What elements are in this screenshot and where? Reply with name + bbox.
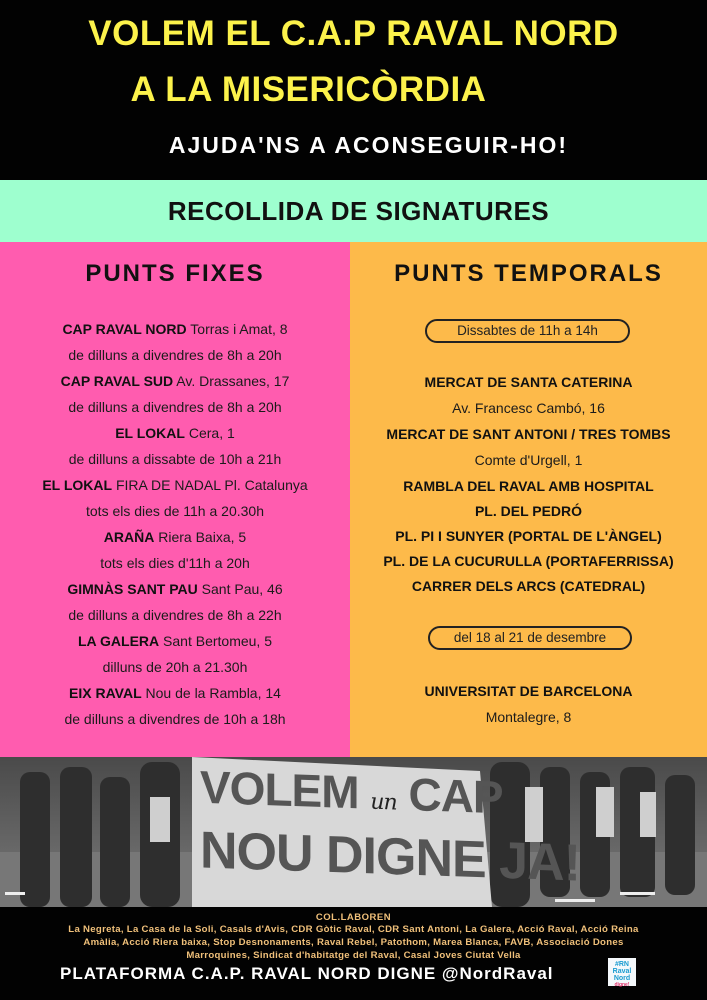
temporary-points-column bbox=[350, 242, 707, 757]
fixed-point-name: ARAÑA bbox=[103, 529, 155, 545]
temporary-point-line: PL. DE LA CUCURULLA (PORTAFERRISSA) bbox=[383, 553, 674, 569]
schedule-pill-december: del 18 al 21 de desembre bbox=[428, 626, 632, 650]
fixed-point-address: Cera, 1 bbox=[188, 425, 235, 441]
fixed-point-name: EL LOKAL bbox=[42, 477, 113, 493]
fixed-point-hours: de dilluns a dissabte de 10h a 21h bbox=[68, 451, 282, 467]
banner-word-un: un bbox=[370, 789, 397, 816]
fixed-point-name-line bbox=[0, 685, 350, 701]
fixed-points-column bbox=[0, 242, 350, 757]
fixed-point-name-line bbox=[0, 477, 350, 493]
fixed-point-name: EL LOKAL bbox=[115, 425, 185, 441]
fixed-point-hours: dilluns de 20h a 21.30h bbox=[102, 659, 248, 675]
fixed-point-name-line bbox=[0, 581, 350, 597]
banner-word-cap: CAP bbox=[408, 767, 503, 824]
fixed-point-hours: de dilluns a divendres de 8h a 20h bbox=[68, 399, 282, 415]
header bbox=[0, 0, 707, 180]
collaborators-line: La Negreta, La Casa de la Soli, Casals d'Avis, CDR Gòtic Raval, CDR Sant Antoni, La Galera, Acció Raval, Acció Reina bbox=[68, 924, 639, 935]
fixed-point-hours: de dilluns a divendres de 8h a 20h bbox=[68, 347, 282, 363]
fixed-point-name: GIMNÀS SANT PAU bbox=[67, 581, 198, 597]
temporary-point-line: Comte d'Urgell, 1 bbox=[474, 452, 583, 468]
fixed-point-name: CAP RAVAL SUD bbox=[60, 373, 174, 389]
fixed-point-address: Sant Bertomeu, 5 bbox=[163, 633, 272, 649]
logo-nord-text: Nord bbox=[613, 975, 631, 982]
fixed-point-name-line bbox=[0, 425, 350, 441]
collaborators-line: Amàlia, Acció Riera baixa, Stop Desnonaments, Raval Rebel, Patothom, Marea Blanca, FAVB, Associació Dones bbox=[83, 937, 624, 948]
fixed-point-address: Torras i Amat, 8 bbox=[190, 321, 288, 337]
fixed-point-hours: tots els dies d'11h a 20h bbox=[100, 555, 250, 571]
title-line-2: A LA MISERICÒRDIA bbox=[130, 70, 487, 109]
platform-signature: PLATAFORMA C.A.P. RAVAL NORD DIGNE @NordRaval bbox=[60, 964, 554, 983]
fixed-point-name: LA GALERA bbox=[78, 633, 160, 649]
temporary-point-line: PL. DEL PEDRÓ bbox=[474, 503, 583, 519]
banner-word-volem: VOLEM bbox=[200, 760, 359, 819]
fixed-point-address: Riera Baixa, 5 bbox=[158, 529, 247, 545]
banner-text-line2: NOU DIGNE JA! bbox=[200, 821, 580, 893]
fixed-points-heading: PUNTS FIXES bbox=[85, 260, 265, 287]
fixed-point-name: CAP RAVAL NORD bbox=[62, 321, 187, 337]
subtitle: AJUDA'NS A ACONSEGUIR-HO! bbox=[168, 132, 569, 158]
fixed-point-address: FIRA DE NADAL Pl. Catalunya bbox=[115, 477, 308, 493]
fixed-point-name-line bbox=[0, 529, 350, 545]
logo-raval-text: Raval bbox=[612, 968, 632, 975]
banner-text-line1 bbox=[200, 760, 503, 825]
fixed-point-name: EIX RAVAL bbox=[69, 685, 142, 701]
fixed-point-hours: tots els dies de 11h a 20.30h bbox=[86, 503, 264, 519]
fixed-point-address: Av. Drassanes, 17 bbox=[176, 373, 290, 389]
title-line-1: VOLEM EL C.A.P RAVAL NORD bbox=[88, 14, 619, 53]
footer bbox=[0, 907, 707, 1000]
collaborators-title: COL.LABOREN bbox=[315, 912, 392, 923]
fixed-point-name-line bbox=[0, 321, 350, 337]
temporary-point-line: Av. Francesc Cambó, 16 bbox=[452, 400, 605, 416]
fixed-point-hours: de dilluns a divendres de 8h a 22h bbox=[68, 607, 282, 623]
logo-digne-text: digne! bbox=[614, 982, 630, 988]
fixed-point-address: Nou de la Rambla, 14 bbox=[145, 685, 281, 701]
temporary-point-line: MERCAT DE SANTA CATERINA bbox=[424, 374, 633, 390]
fixed-point-name-line bbox=[0, 633, 350, 649]
temporary-point-line: PL. PI I SUNYER (PORTAL DE L'ÀNGEL) bbox=[395, 528, 662, 544]
fixed-point-name-line bbox=[0, 373, 350, 389]
protest-photo bbox=[0, 757, 707, 907]
temporary-point-line: UNIVERSITAT DE BARCELONA bbox=[424, 683, 633, 699]
temporary-point-line: RAMBLA DEL RAVAL AMB HOSPITAL bbox=[403, 478, 654, 494]
fixed-point-address: Sant Pau, 46 bbox=[201, 581, 283, 597]
temporary-point-line: CARRER DELS ARCS (CATEDRAL) bbox=[411, 578, 646, 594]
collaborators-line: Marroquines, Sindicat d'habitatge del Raval, Casal Joves Ciutat Vella bbox=[186, 950, 521, 961]
signatures-banner bbox=[0, 180, 707, 242]
temporary-point-line: Montalegre, 8 bbox=[485, 709, 572, 725]
raval-nord-logo bbox=[608, 958, 636, 986]
fixed-point-hours: de dilluns a divendres de 10h a 18h bbox=[64, 711, 286, 727]
temporary-point-line: MERCAT DE SANT ANTONI / TRES TOMBS bbox=[386, 426, 671, 442]
temporary-points-heading: PUNTS TEMPORALS bbox=[394, 260, 663, 287]
schedule-pill-saturdays: Dissabtes de 11h a 14h bbox=[425, 319, 630, 343]
logo-top-text: #RN bbox=[614, 961, 629, 968]
signatures-title: RECOLLIDA DE SIGNATURES bbox=[167, 196, 550, 226]
